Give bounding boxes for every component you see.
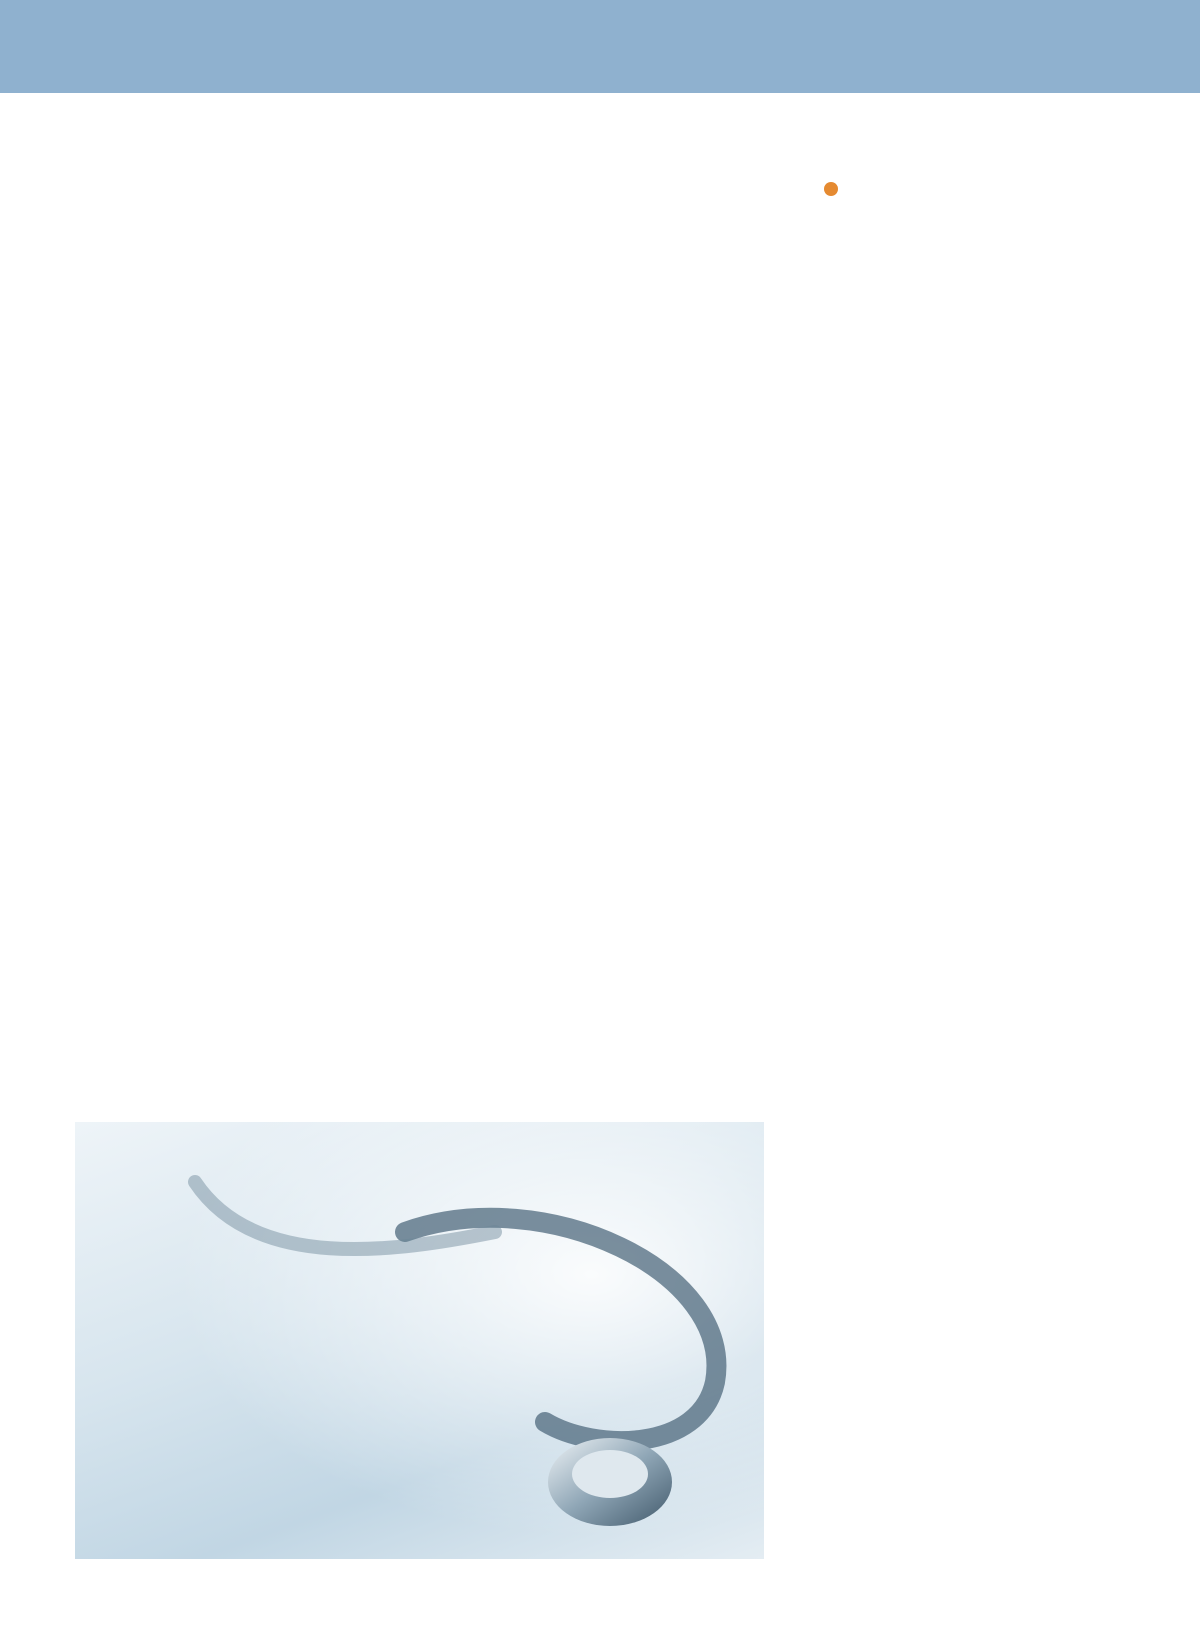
- photo-illustration: [75, 1122, 764, 1559]
- quirks-end-mark-icon: [824, 182, 838, 196]
- column-3: [798, 156, 1130, 228]
- page-footer: [76, 1568, 1124, 1594]
- column-1: [76, 156, 408, 178]
- col3-conclusion: [798, 181, 1130, 206]
- section-header: [0, 0, 1200, 93]
- stethoscope-diaphragm: [572, 1450, 648, 1498]
- column-2: [437, 156, 769, 181]
- stethoscope-chart-photo: [75, 1122, 764, 1559]
